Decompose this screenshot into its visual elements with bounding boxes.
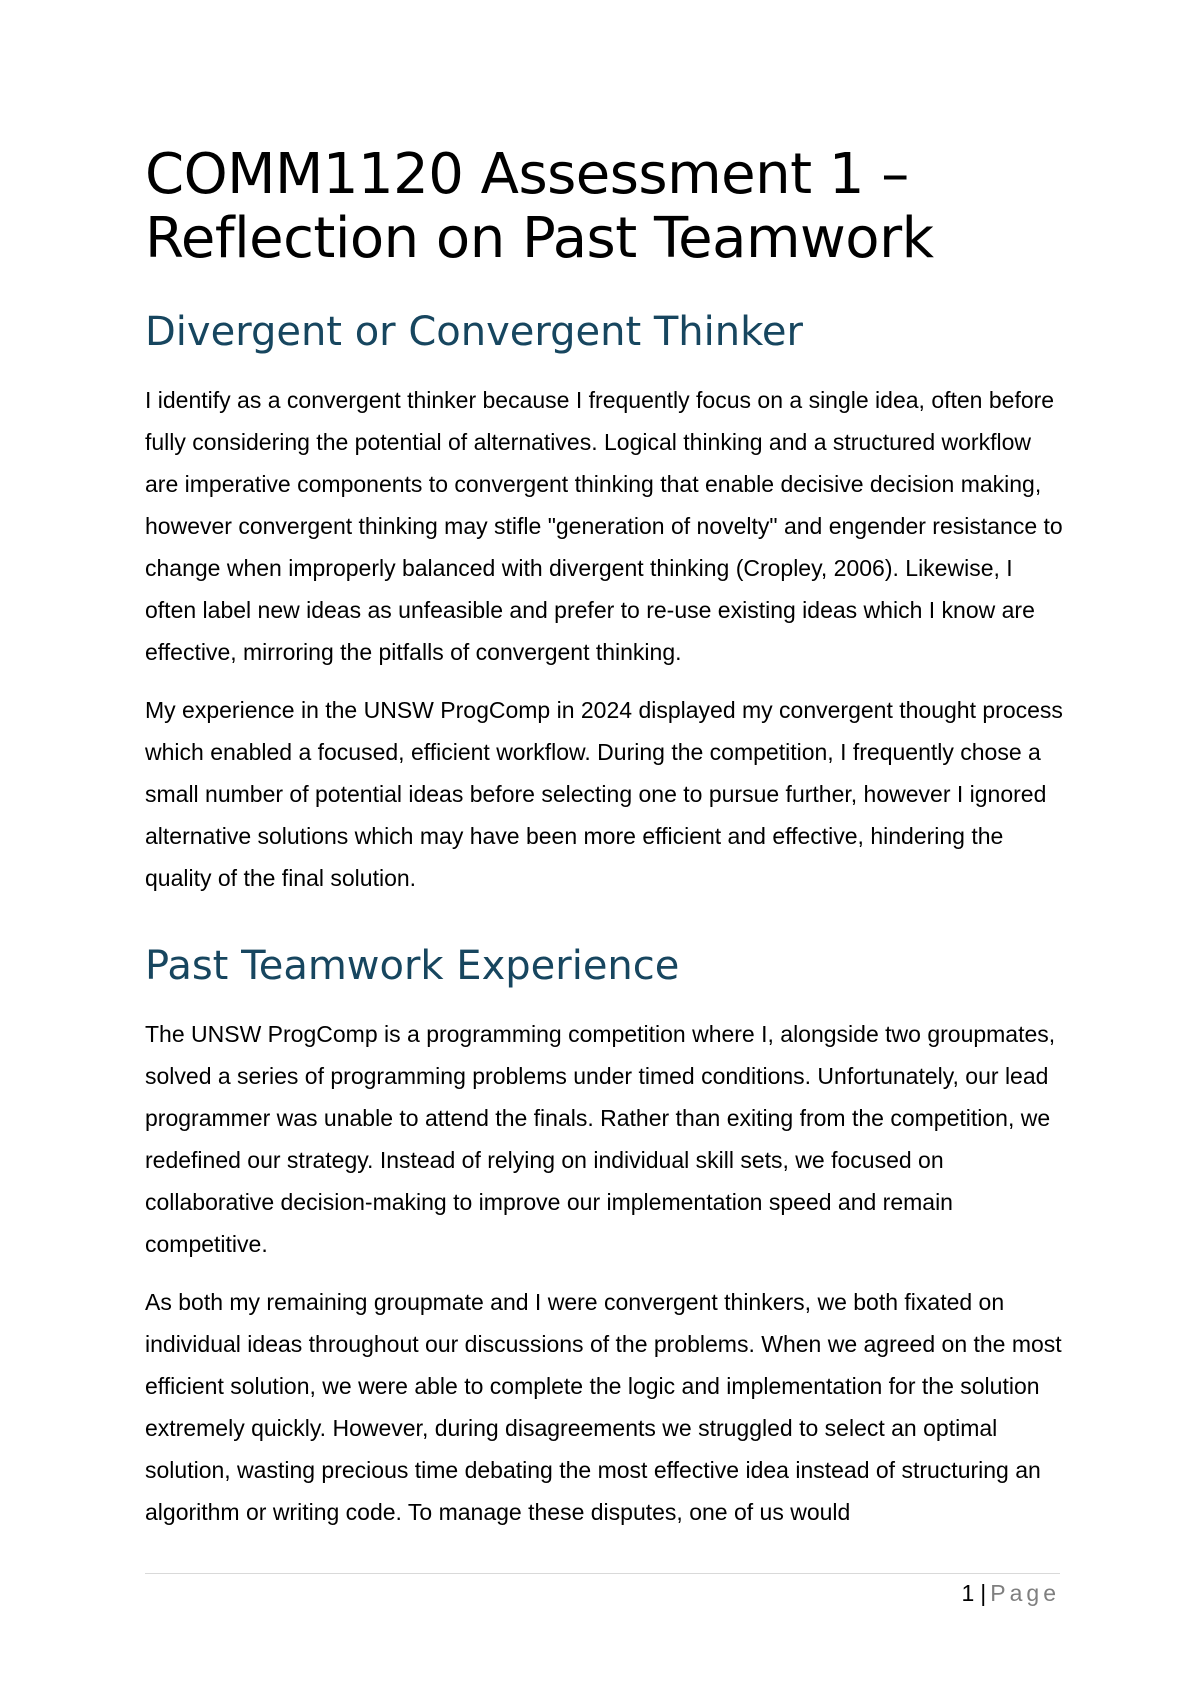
- footer-separator: |: [980, 1580, 987, 1606]
- paragraph: My experience in the UNSW ProgComp in 2024 displayed my convergent thought process which enabled a focused, efficient workflow. During the competition, I frequently chose a small number of potential ideas before selecting one to pursue further, however I ignored alternative solutions which may have been more efficient and effective, hindering the quality of the final solution.: [145, 697, 1063, 891]
- section-heading-teamwork: Past Teamwork Experience: [145, 943, 680, 989]
- footer-divider: [145, 1573, 1060, 1574]
- page-content: [145, 143, 1065, 1533]
- page-footer: [962, 1578, 1061, 1608]
- section-heading-thinker: Divergent or Convergent Thinker: [145, 309, 803, 355]
- document-title: COMM1120 Assessment 1 – Reflection on Past Teamwork: [145, 142, 934, 271]
- page-number: 1: [961, 1580, 975, 1606]
- page-label: Page: [990, 1580, 1060, 1606]
- paragraph: The UNSW ProgComp is a programming competition where I, alongside two groupmates, solved a series of programming problems under timed conditions. Unfortunately, our lead programmer was unable to attend the finals. Rather than exiting from the competition, we redefined our strategy. Instead of relying on individual skill sets, we focused on collaborative decision-making to improve our implementation speed and remain competitive.: [145, 1021, 1056, 1257]
- paragraph: I identify as a convergent thinker because I frequently focus on a single idea, often before fully considering the potential of alternatives. Logical thinking and a structured workflow are imperative components to convergent thinking that enable decisive decision making, however convergent thinking may stifle "generation of novelty" and engender resistance to change when improperly balanced with divergent thinking (Cropley, 2006). Likewise, I often label new ideas as unfeasible and prefer to re-use existing ideas which I know are effective, mirroring the pitfalls of convergent thinking.: [145, 387, 1063, 665]
- paragraph: As both my remaining groupmate and I were convergent thinkers, we both fixated on individual ideas throughout our discussions of the problems. When we agreed on the most efficient solution, we were able to complete the logic and implementation for the solution extremely quickly. However, during disagreements we struggled to select an optimal solution, wasting precious time debating the most effective idea instead of structuring an algorithm or writing code. To manage these disputes, one of us would: [145, 1289, 1062, 1525]
